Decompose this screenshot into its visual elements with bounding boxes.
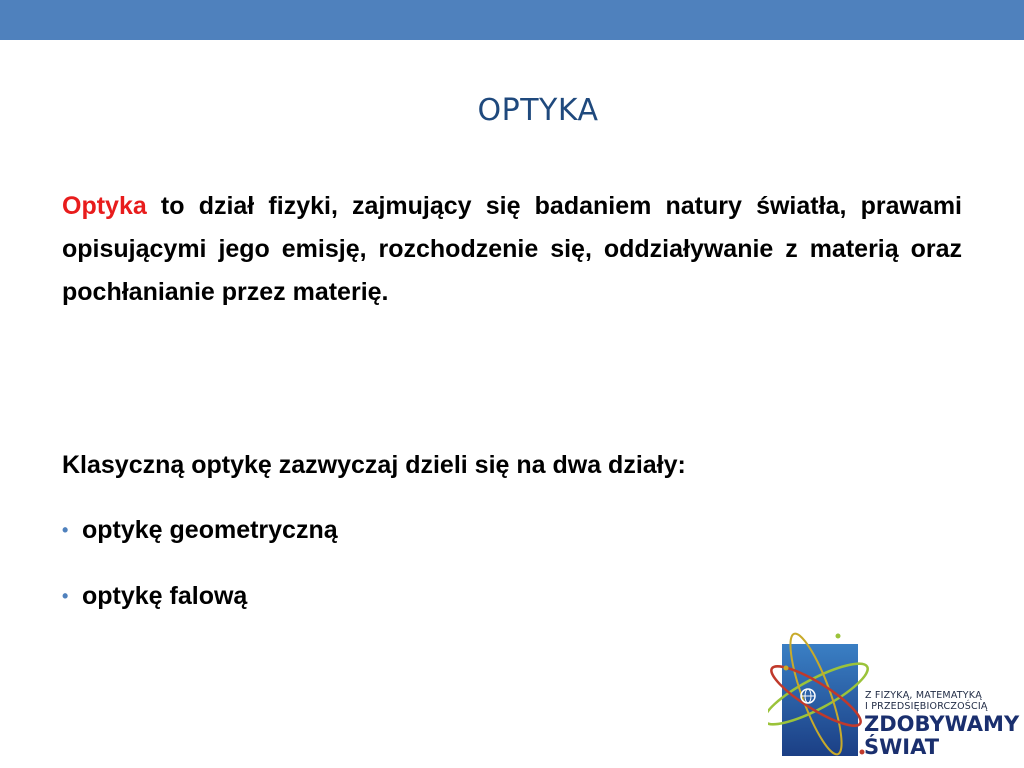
- bullet-list: [62, 509, 962, 641]
- project-logo: [768, 624, 1024, 768]
- logo-tagline: [865, 690, 988, 712]
- bullet-text: optykę falową: [82, 582, 248, 610]
- logo-tagline-line1: Z FIZYKĄ, MATEMATYKĄ: [865, 690, 982, 701]
- logo-name-line2: ŚWIAT: [864, 735, 940, 759]
- logo-name: [864, 713, 1019, 759]
- definition-term: Optyka: [62, 192, 147, 220]
- bullet-icon: •: [62, 520, 69, 540]
- definition-text: to dział fizyki, zajmujący się badaniem natury światła, prawami opisującymi jego emisję, rozchodzenie się, oddziaływanie z materią oraz pochłanianie przez materię.: [62, 192, 962, 306]
- list-item: [62, 575, 962, 618]
- bullet-icon: •: [62, 586, 69, 606]
- bullet-text: optykę geometryczną: [82, 516, 338, 544]
- intro-text: Klasyczną optykę zazwyczaj dzieli się na dwa działy:: [62, 451, 686, 479]
- definition-paragraph: [62, 185, 962, 314]
- logo-name-line1: ZDOBYWAMY: [864, 712, 1020, 736]
- logo-tagline-line2: I PRZEDSIĘBIORCZOŚCIĄ: [865, 701, 988, 712]
- list-item: [62, 509, 962, 552]
- top-bar: [0, 0, 1024, 40]
- slide-title: OPTYKA: [477, 93, 599, 128]
